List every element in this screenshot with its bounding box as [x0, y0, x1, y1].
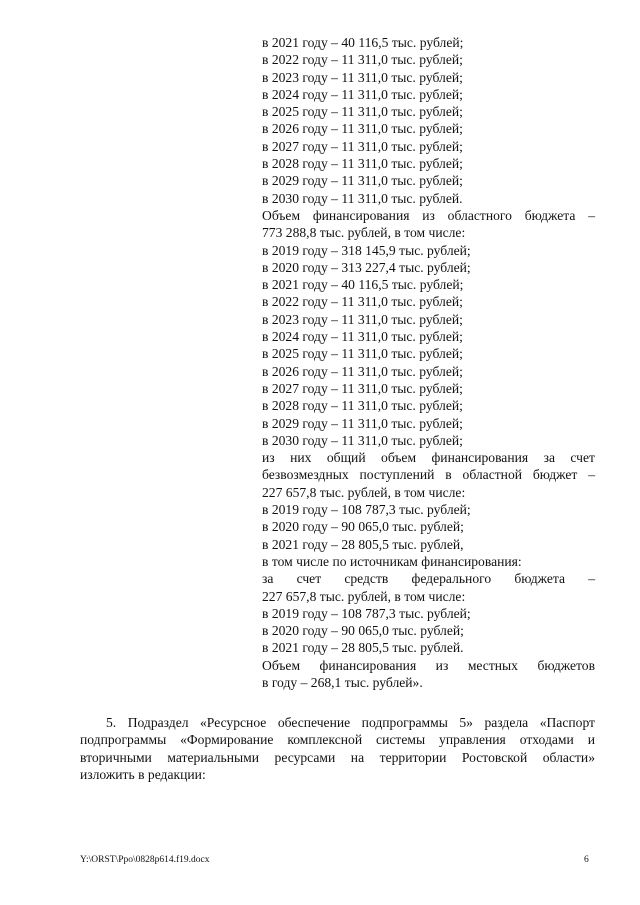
column-line: в 2025 году – 11 311,0 тыс. рублей; — [262, 104, 463, 120]
column-line: в году – 268,1 тыс. рублей». — [262, 674, 423, 690]
column-line: в 2027 году – 11 311,0 тыс. рублей; — [262, 138, 463, 154]
column-line: в 2020 году – 90 065,0 тыс. рублей; — [262, 623, 464, 639]
paragraph-line: подпрограммы «Формирование комплексной системы управления отходами и — [80, 732, 595, 748]
financing-column — [262, 34, 595, 691]
column-line: в 2025 году – 11 311,0 тыс. рублей; — [262, 346, 463, 362]
column-line: в 2028 году – 11 311,0 тыс. рублей; — [262, 398, 463, 414]
paragraph-line: 5. Подраздел «Ресурсное обеспечение подпрограммы 5» раздела «Паспорт — [106, 715, 595, 730]
column-line: в 2030 году – 11 311,0 тыс. рублей. — [262, 190, 463, 206]
column-line: в 2021 году – 40 116,5 тыс. рублей; — [262, 277, 464, 293]
column-line: в 2028 году – 11 311,0 тыс. рублей; — [262, 156, 463, 172]
paragraph-line: изложить в редакции: — [80, 766, 206, 782]
column-line: Объем финансирования из местных бюджетов — [262, 657, 595, 673]
column-line: в том числе по источникам финансирования: — [262, 553, 522, 569]
column-line: в 2029 году – 11 311,0 тыс. рублей; — [262, 415, 463, 431]
column-line: в 2026 году – 11 311,0 тыс. рублей; — [262, 121, 463, 137]
column-line: 227 657,8 тыс. рублей, в том числе: — [262, 588, 466, 604]
column-line: в 2021 году – 28 805,5 тыс. рублей, — [262, 536, 464, 552]
column-line: за счет средств федерального бюджета – — [262, 571, 595, 587]
paragraph-line: вторичными материальными ресурсами на территории Ростовской области» — [80, 749, 595, 765]
column-line: 227 657,8 тыс. рублей, в том числе: — [262, 484, 466, 500]
page-number: 6 — [584, 855, 589, 865]
column-line: из них общий объем финансирования за счет — [262, 450, 595, 466]
column-line: в 2024 году – 11 311,0 тыс. рублей; — [262, 329, 463, 345]
column-line: безвозмездных поступлений в областной бюджет – — [262, 467, 595, 483]
column-line: в 2021 году – 28 805,5 тыс. рублей. — [262, 640, 464, 656]
column-line: в 2020 году – 313 227,4 тыс. рублей; — [262, 259, 471, 275]
column-line: в 2019 году – 108 787,3 тыс. рублей; — [262, 605, 471, 621]
column-line: в 2022 году – 11 311,0 тыс. рублей; — [262, 52, 463, 68]
column-line: Объем финансирования из областного бюджета – — [262, 207, 595, 223]
column-line: в 2021 году – 40 116,5 тыс. рублей; — [262, 35, 464, 50]
column-line: в 2026 году – 11 311,0 тыс. рублей; — [262, 363, 463, 379]
column-line: в 2030 году – 11 311,0 тыс. рублей; — [262, 432, 463, 448]
footer-file-path: Y:\ORST\Ppo\0828p614.f19.docx — [80, 855, 210, 865]
column-line: в 2029 году – 11 311,0 тыс. рублей; — [262, 173, 463, 189]
column-line: в 2022 году – 11 311,0 тыс. рублей; — [262, 294, 463, 310]
column-line: в 2023 году – 11 311,0 тыс. рублей; — [262, 311, 463, 327]
column-line: в 2019 году – 108 787,3 тыс. рублей; — [262, 502, 471, 518]
column-line: в 2020 году – 90 065,0 тыс. рублей; — [262, 519, 464, 535]
column-line: в 2019 году – 318 145,9 тыс. рублей; — [262, 242, 471, 258]
column-line: в 2027 году – 11 311,0 тыс. рублей; — [262, 380, 463, 396]
column-line: 773 288,8 тыс. рублей, в том числе: — [262, 225, 466, 241]
paragraph-item-5 — [80, 714, 595, 783]
column-line: в 2024 году – 11 311,0 тыс. рублей; — [262, 86, 463, 102]
column-line: в 2023 году – 11 311,0 тыс. рублей; — [262, 69, 463, 85]
